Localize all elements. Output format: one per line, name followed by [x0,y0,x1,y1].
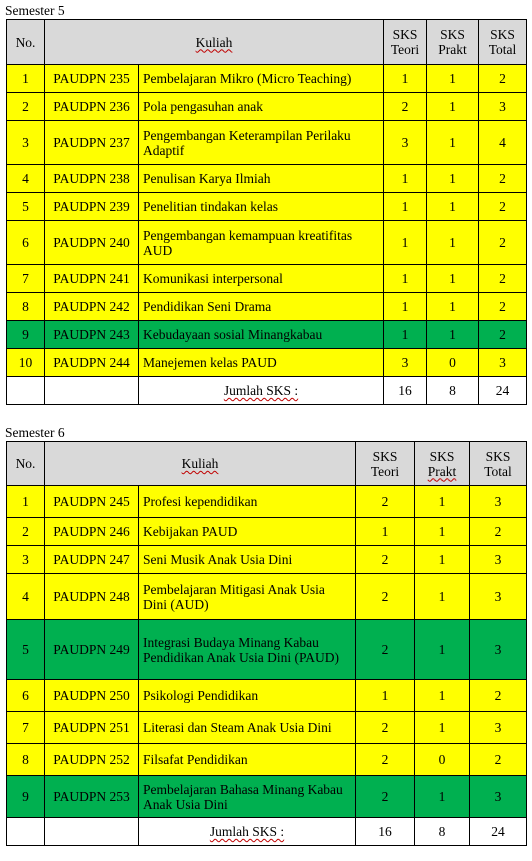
course-name: Integrasi Budaya Minang Kabau Pendidikan Anak Usia Dini (PAUD) [139,620,356,680]
sks-prakt: 1 [427,65,479,93]
sks-teori: 2 [356,574,415,620]
sks-prakt: 1 [415,546,470,574]
course-code: PAUDPN 235 [45,65,139,93]
course-name: Komunikasi interpersonal [139,265,384,293]
header-sks-prakt: SKS Prakt [415,442,470,486]
course-name: Manejemen kelas PAUD [139,349,384,377]
total-prakt: 8 [427,377,479,405]
course-code: PAUDPN 246 [45,518,139,546]
table-row [7,518,527,546]
sks-prakt: 1 [415,518,470,546]
row-number: 9 [7,776,45,818]
course-name: Pengembangan kemampuan kreatifitas AUD [139,221,384,265]
row-number: 4 [7,165,45,193]
row-number: 4 [7,574,45,620]
course-name: Literasi dan Steam Anak Usia Dini [139,712,356,744]
sks-prakt: 1 [427,221,479,265]
semester-6-table [6,441,527,846]
sks-teori: 2 [356,776,415,818]
sks-total: 2 [470,680,527,712]
row-number: 10 [7,349,45,377]
sks-teori: 2 [356,486,415,518]
total-label-text: Jumlah SKS : [223,383,299,398]
sks-teori: 2 [356,744,415,776]
course-name: Filsafat Pendidikan [139,744,356,776]
table-row [7,620,527,680]
table-row [7,744,527,776]
course-name: Pendidikan Seni Drama [139,293,384,321]
table-row [7,680,527,712]
sks-prakt: 1 [415,776,470,818]
sks-teori: 1 [384,165,427,193]
table-header-row [7,20,527,65]
sks-teori: 1 [356,680,415,712]
sks-prakt: 1 [427,121,479,165]
row-number: 8 [7,293,45,321]
table-row [7,574,527,620]
sks-prakt: 0 [415,744,470,776]
sks-total: 2 [470,744,527,776]
table-row [7,121,527,165]
table-row [7,265,527,293]
total-row [7,818,527,846]
sks-total: 2 [479,165,527,193]
table-row [7,165,527,193]
sks-total: 3 [470,712,527,744]
total-row [7,377,527,405]
total-blank [7,377,45,405]
header-no: No. [7,442,45,486]
course-name: Psikologi Pendidikan [139,680,356,712]
course-name: Pengembangan Keterampilan Perilaku Adaptif [139,121,384,165]
sks-total: 2 [479,293,527,321]
table-row [7,712,527,744]
table-row [7,293,527,321]
course-code: PAUDPN 236 [45,93,139,121]
sks-prakt: 1 [427,321,479,349]
header-sks-teori: SKS Teori [356,442,415,486]
total-blank [45,377,139,405]
sks-total: 2 [479,221,527,265]
sks-prakt: 1 [415,620,470,680]
sks-total: 2 [479,321,527,349]
course-code: PAUDPN 243 [45,321,139,349]
course-name: Penelitian tindakan kelas [139,193,384,221]
sks-total: 3 [470,776,527,818]
course-code: PAUDPN 247 [45,546,139,574]
course-code: PAUDPN 250 [45,680,139,712]
table-row [7,65,527,93]
course-name: Kebudayaan sosial Minangkabau [139,321,384,349]
table-row [7,321,527,349]
sks-teori: 1 [384,221,427,265]
sks-total: 3 [479,93,527,121]
course-name: Profesi kependidikan [139,486,356,518]
course-code: PAUDPN 240 [45,221,139,265]
sks-prakt: 1 [415,486,470,518]
total-total: 24 [470,818,527,846]
sks-total: 4 [479,121,527,165]
table-header-row [7,442,527,486]
row-number: 7 [7,712,45,744]
row-number: 1 [7,486,45,518]
course-code: PAUDPN 245 [45,486,139,518]
header-kuliah: Kuliah [45,442,356,486]
row-number: 6 [7,680,45,712]
table-row [7,193,527,221]
sks-teori: 2 [384,93,427,121]
sks-prakt: 1 [427,293,479,321]
table-row [7,349,527,377]
row-number: 5 [7,620,45,680]
sks-teori: 1 [356,518,415,546]
course-code: PAUDPN 244 [45,349,139,377]
course-code: PAUDPN 238 [45,165,139,193]
row-number: 7 [7,265,45,293]
semester-5-label: Semester 5 [5,3,65,18]
sks-prakt: 1 [427,165,479,193]
sks-total: 3 [470,546,527,574]
header-kuliah: Kuliah [45,20,384,65]
table-row [7,546,527,574]
course-code: PAUDPN 239 [45,193,139,221]
row-number: 3 [7,121,45,165]
course-code: PAUDPN 251 [45,712,139,744]
sks-total: 3 [479,349,527,377]
total-teori: 16 [384,377,427,405]
sks-teori: 1 [384,193,427,221]
sks-teori: 2 [356,712,415,744]
semester-6-label: Semester 6 [5,425,65,440]
total-prakt: 8 [415,818,470,846]
course-name: Pembelajaran Bahasa Minang Kabau Anak Usia Dini [139,776,356,818]
course-name: Pembelajaran Mitigasi Anak Usia Dini (AUD) [139,574,356,620]
sks-prakt: 1 [427,265,479,293]
course-code: PAUDPN 237 [45,121,139,165]
sks-teori: 1 [384,65,427,93]
course-code: PAUDPN 242 [45,293,139,321]
row-number: 8 [7,744,45,776]
course-name: Pola pengasuhan anak [139,93,384,121]
sks-teori: 3 [384,121,427,165]
table-row [7,486,527,518]
sks-prakt: 1 [415,712,470,744]
sks-teori: 2 [356,620,415,680]
table-row [7,221,527,265]
course-code: PAUDPN 241 [45,265,139,293]
sks-prakt: 1 [427,193,479,221]
sks-total: 2 [479,65,527,93]
sks-teori: 1 [384,321,427,349]
total-blank [7,818,45,846]
sks-prakt: 1 [415,680,470,712]
course-code: PAUDPN 253 [45,776,139,818]
row-number: 6 [7,221,45,265]
header-sks-prakt: SKS Prakt [427,20,479,65]
sks-total: 3 [470,486,527,518]
sks-teori: 2 [356,546,415,574]
sks-prakt: 1 [427,93,479,121]
sks-total: 3 [470,620,527,680]
sks-total: 2 [470,518,527,546]
sks-total: 2 [479,265,527,293]
total-blank [45,818,139,846]
sks-teori: 1 [384,293,427,321]
course-code: PAUDPN 248 [45,574,139,620]
course-name: Pembelajaran Mikro (Micro Teaching) [139,65,384,93]
semester-5-table [6,19,527,405]
row-number: 9 [7,321,45,349]
sks-total: 3 [470,574,527,620]
course-name: Penulisan Karya Ilmiah [139,165,384,193]
header-sks-teori: SKS Teori [384,20,427,65]
table-row [7,93,527,121]
course-name: Seni Musik Anak Usia Dini [139,546,356,574]
sks-teori: 3 [384,349,427,377]
row-number: 2 [7,93,45,121]
sks-prakt: 1 [415,574,470,620]
row-number: 2 [7,518,45,546]
course-code: PAUDPN 252 [45,744,139,776]
sks-teori: 1 [384,265,427,293]
total-teori: 16 [356,818,415,846]
total-label [139,377,384,405]
total-label-text: Jumlah SKS : [209,824,285,839]
row-number: 3 [7,546,45,574]
table-row [7,776,527,818]
total-label [139,818,356,846]
header-sks-total: SKS Total [479,20,527,65]
total-total: 24 [479,377,527,405]
header-sks-total: SKS Total [470,442,527,486]
header-no: No. [7,20,45,65]
course-name: Kebijakan PAUD [139,518,356,546]
sks-prakt: 0 [427,349,479,377]
row-number: 5 [7,193,45,221]
row-number: 1 [7,65,45,93]
sks-total: 2 [479,193,527,221]
course-code: PAUDPN 249 [45,620,139,680]
